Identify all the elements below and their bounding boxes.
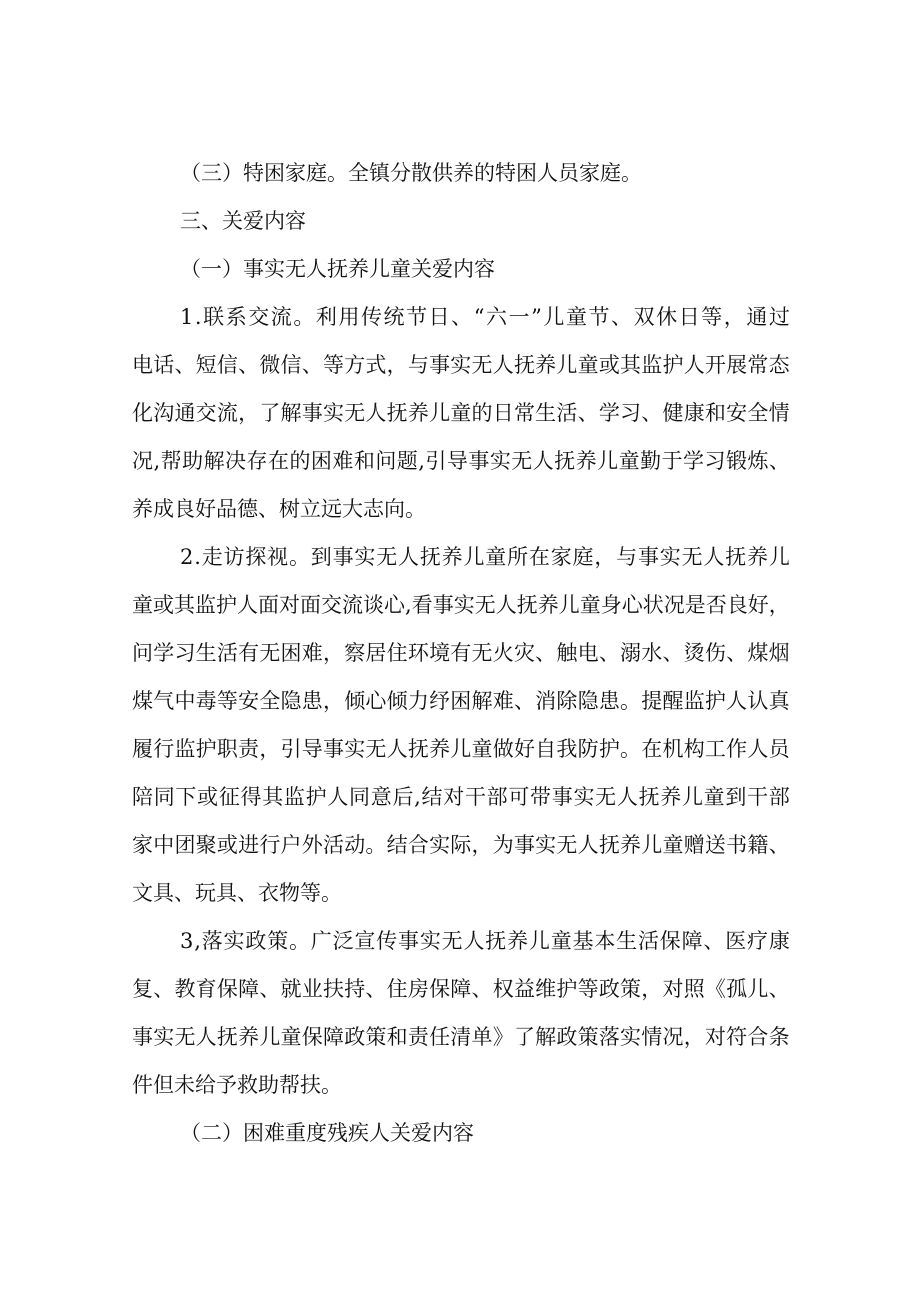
item-1-line-4: 况 , 帮 助 解 决 存 在 的 困 难 和 问 题 , 引 导 事 实 无 人 抚 养 儿 童 勤 于 学 习 锻 炼 、 [132,449,790,473]
subheading-1-line-1: （一）事实无人抚养儿童关爱内容 [180,257,495,281]
item-2-line-7: 家 中 团 聚 或 进 行 户 外 活 动 。 结 合 实 际 ， 为 事 实 无 人 抚 养 儿 童 赠 送 书 籍 、 [132,833,790,857]
item-2-line-6: 陪 同 下 或 征 得 其 监 护 人 同 意 后 , 结 对 干 部 可 带 事 实 无 人 抚 养 儿 童 到 干 部 [132,785,790,809]
item-2-line-4: 煤 气 中 毒 等 安 全 隐 患 ， 倾 心 倾 力 纾 困 解 难 、 消 除 隐 患 。 提 醒 监 护 人 认 真 [132,689,790,713]
item-1-line-2: 电 话 、 短 信 、 微 信 、 等 方 式 ， 与 事 实 无 人 抚 养 儿 童 或 其 监 护 人 开 展 常 态 [132,353,790,377]
item-2-line-2: 童 或 其 监 护 人 面 对 面 交 流 谈 心 , 看 事 实 无 人 抚 养 儿 童 身 心 状 况 是 否 良 好 ， [132,593,790,617]
item-3-line-2: 复 、 教 育 保 障 、 就 业 扶 持 、 住 房 保 障 、 权 益 维 护 等 政 策 ， 对 照 《 孤 儿 、 [132,977,790,1001]
item-3-line-3: 事 实 无 人 抚 养 儿 童 保 障 政 策 和 责 任 清 单 》 了 解 政 策 落 实 情 况 ， 对 符 合 条 [132,1025,790,1049]
item-2-line-5: 履 行 监 护 职 责 ， 引 导 事 实 无 人 抚 养 儿 童 做 好 自 我 防 护 。 在 机 构 工 作 人 员 [132,737,790,761]
item-1-line-1: 1 . 联 系 交 流 。 利 用 传 统 节 日 、 “ 六 一 ” 儿 童 节 、 双 休 日 等 ， 通 过 [180,305,790,329]
subheading-2-line-1: （二）困难重度残疾人关爱内容 [180,1121,474,1145]
item-1-line-3: 化 沟 通 交 流 ， 了 解 事 实 无 人 抚 养 儿 童 的 日 常 生 活 、 学 习 、 健 康 和 安 全 情 [132,401,790,425]
item-2-line-8: 文具、玩具、衣物等。 [132,881,342,905]
item-3-line-4: 件但未给予救助帮扶。 [132,1073,342,1097]
heading-care-content-line-1: 三、关爱内容 [180,209,306,233]
item-2-line-3: 问 学 习 生 活 有 无 困 难 ， 察 居 住 环 境 有 无 火 灾 、 触 电 、 溺 水 、 烫 伤 、 煤 烟 [132,641,790,665]
item-1-line-5: 养成良好品德、树立远大志向。 [132,497,426,521]
item-2-line-1: 2 . 走 访 探 视 。 到 事 实 无 人 抚 养 儿 童 所 在 家 庭 ， 与 事 实 无 人 抚 养 儿 [180,545,790,569]
item-3-line-1: 3 , 落 实 政 策 。 广 泛 宣 传 事 实 无 人 抚 养 儿 童 基 本 生 活 保 障 、 医 疗 康 [180,929,790,953]
sec3-special-family-line-1: （三）特困家庭。全镇分散供养的特困人员家庭。 [180,161,642,185]
